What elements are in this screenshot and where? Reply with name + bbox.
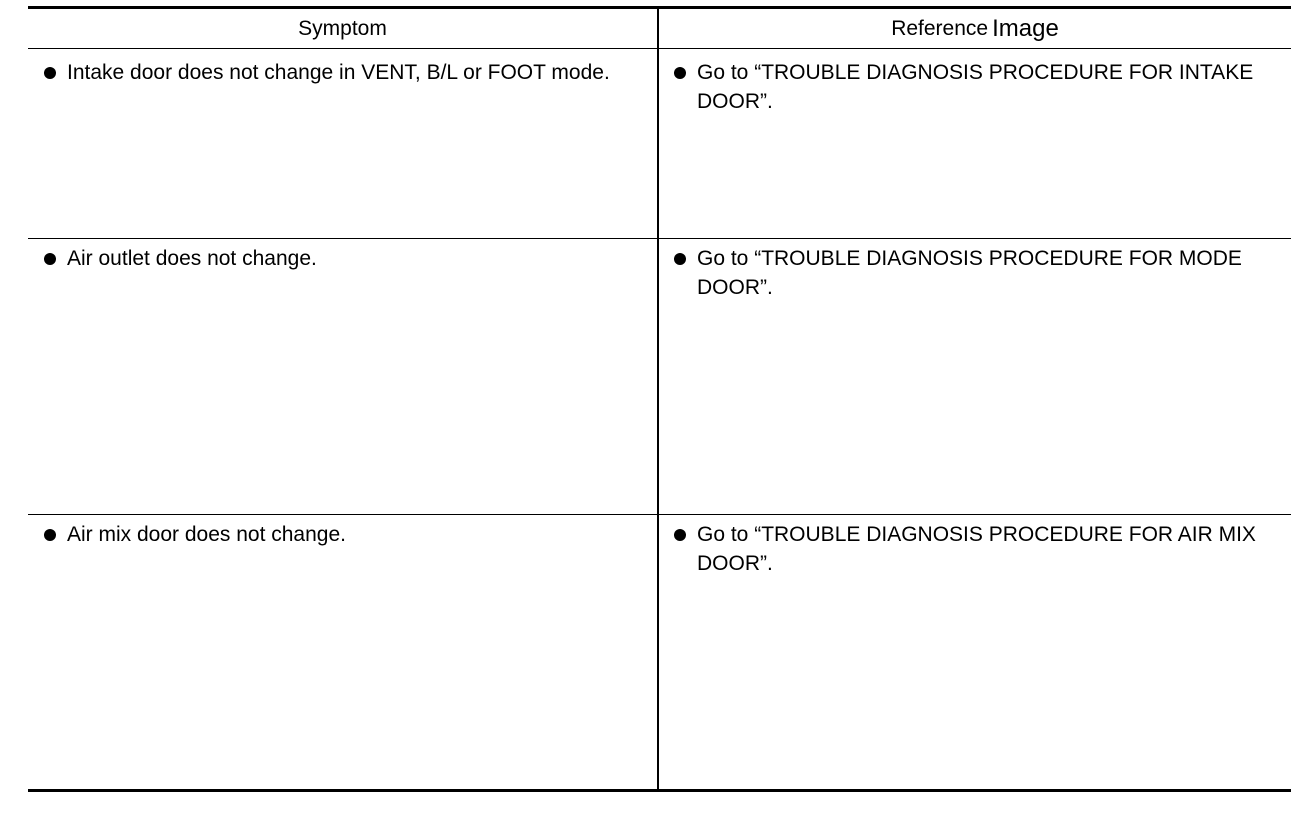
table-row-symptom <box>44 520 624 549</box>
bullet-icon <box>674 67 686 79</box>
header-reference <box>659 9 1291 48</box>
symptom-text: Air outlet does not change. <box>67 247 317 270</box>
table-row-reference <box>674 520 1284 578</box>
row-divider <box>28 514 1291 515</box>
symptom-text: Air mix door does not change. <box>67 523 346 546</box>
bullet-icon <box>674 529 686 541</box>
header-reference-image-label: Image <box>992 14 1059 42</box>
table-row-symptom <box>44 58 624 87</box>
header-divider <box>28 48 1291 49</box>
bullet-icon <box>674 253 686 265</box>
symptom-text: Intake door does not change in VENT, B/L or FOOT mode. <box>67 61 610 84</box>
table-row-symptom <box>44 244 624 273</box>
header-reference-label: Reference <box>891 16 989 40</box>
reference-text: Go to “TROUBLE DIAGNOSIS PROCEDURE FOR AIR MIX DOOR”. <box>697 523 1256 575</box>
row-divider <box>28 238 1291 239</box>
reference-text: Go to “TROUBLE DIAGNOSIS PROCEDURE FOR MODE DOOR”. <box>697 247 1242 299</box>
bullet-icon <box>44 529 56 541</box>
table-row-reference <box>674 244 1284 302</box>
reference-text: Go to “TROUBLE DIAGNOSIS PROCEDURE FOR INTAKE DOOR”. <box>697 61 1254 113</box>
bullet-icon <box>44 67 56 79</box>
table-row-reference <box>674 58 1284 116</box>
table-bottom-rule <box>28 789 1291 792</box>
column-divider <box>657 9 659 789</box>
bullet-icon <box>44 253 56 265</box>
header-symptom-label: Symptom <box>298 16 387 40</box>
header-symptom <box>28 9 657 48</box>
